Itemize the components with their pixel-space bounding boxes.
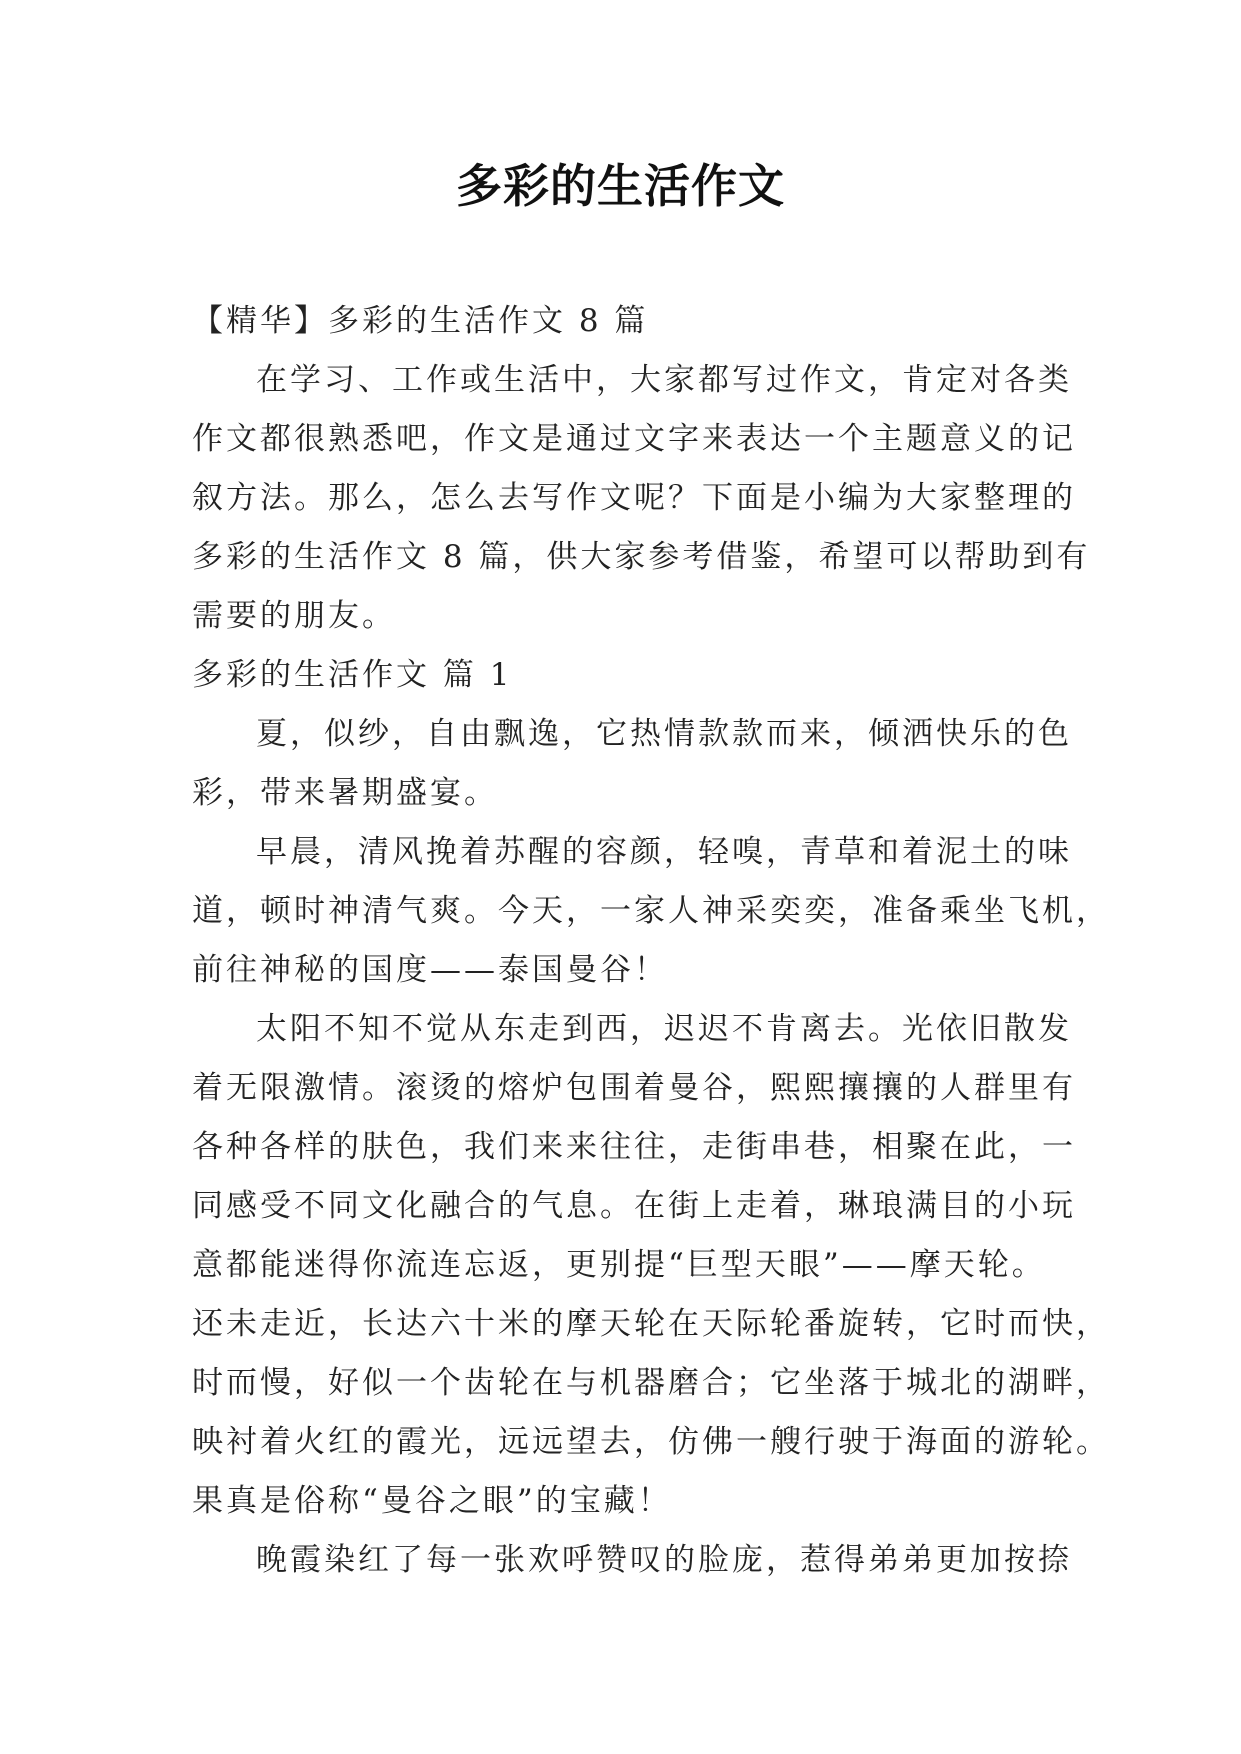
text-line: 叙方法。那么，怎么去写作文呢？下面是小编为大家整理的	[192, 480, 1076, 516]
text-line: 着无限激情。滚烫的熔炉包围着曼谷，熙熙攘攘的人群里有	[192, 1070, 1076, 1106]
text-line: 果真是俗称“曼谷之眼”的宝藏！	[192, 1483, 672, 1519]
text-line: 夏，似纱，自由飘逸，它热情款款而来，倾洒快乐的色	[256, 716, 1072, 752]
text-line: 还未走近，长达六十米的摩天轮在天际轮番旋转，它时而快，	[192, 1306, 1110, 1342]
text-line: 道，顿时神清气爽。今天，一家人神采奕奕，准备乘坐飞机，	[192, 893, 1110, 929]
text-line: 意都能迷得你流连忘返，更别提“巨型天眼”——摩天轮。	[192, 1247, 1046, 1283]
text-line: 时而慢，好似一个齿轮在与机器磨合；它坐落于城北的湖畔，	[192, 1365, 1110, 1401]
text-line: 太阳不知不觉从东走到西，迟迟不肯离去。光依旧散发	[256, 1011, 1072, 1047]
text-line: 前往神秘的国度——泰国曼谷！	[192, 952, 668, 988]
text-line: 多彩的生活作文 篇 1	[192, 657, 513, 693]
document-title: 多彩的生活作文	[456, 159, 785, 213]
text-line: 需要的朋友。	[192, 598, 396, 634]
text-line: 各种各样的肤色，我们来来往往，走街串巷，相聚在此，一	[192, 1129, 1076, 1165]
text-line: 晚霞染红了每一张欢呼赞叹的脸庞，惹得弟弟更加按捺	[256, 1542, 1072, 1578]
text-line: 彩，带来暑期盛宴。	[192, 775, 498, 811]
text-line: 多彩的生活作文 8 篇，供大家参考借鉴，希望可以帮助到有	[192, 539, 1091, 575]
text-line: 同感受不同文化融合的气息。在街上走着，琳琅满目的小玩	[192, 1188, 1076, 1224]
document-body	[192, 292, 1110, 1590]
text-line: 映衬着火红的霞光，远远望去，仿佛一艘行驶于海面的游轮。	[192, 1424, 1110, 1460]
text-line: 【精华】多彩的生活作文 8 篇	[192, 303, 649, 339]
text-line: 在学习、工作或生活中，大家都写过作文，肯定对各类	[256, 362, 1072, 398]
text-line: 早晨，清风挽着苏醒的容颜，轻嗅，青草和着泥土的味	[256, 834, 1072, 870]
text-line: 作文都很熟悉吧，作文是通过文字来表达一个主题意义的记	[192, 421, 1076, 457]
